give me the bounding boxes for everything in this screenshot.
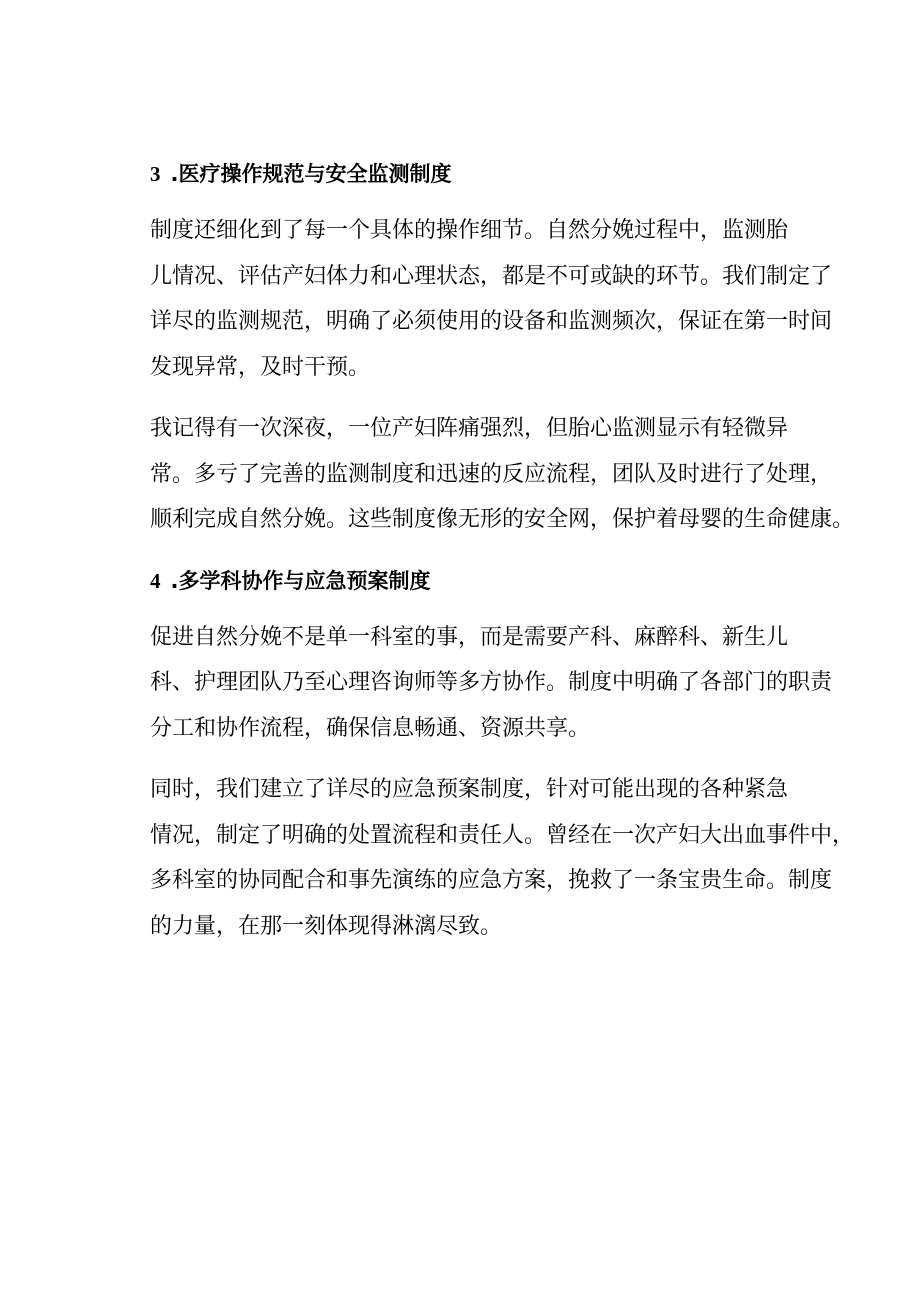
- paragraph-line: 多科室的协同配合和事先演练的应急方案，挽救了一条宝贵生命。制度: [150, 868, 833, 893]
- paragraph-line: 制度还细化到了每一个具体的操作细节。自然分娩过程中，监测胎: [150, 218, 789, 243]
- paragraph-line: 详尽的监测规范，明确了必须使用的设备和监测频次，保证在第一时间: [150, 309, 833, 334]
- paragraph-line: 同时，我们建立了详尽的应急预案制度，针对可能出现的各种紧急: [150, 777, 789, 802]
- paragraph-line: 儿情况、评估产妇体力和心理状态，都是不可或缺的环节。我们制定了: [150, 263, 833, 289]
- paragraph: [150, 767, 855, 949]
- paragraph-line: 的力量，在那一刻体现得淋漓尽致。: [150, 913, 503, 939]
- section-heading-4: [150, 559, 822, 603]
- section-title: .多学科协作与应急预案制度: [170, 568, 431, 593]
- document-body: [150, 152, 855, 965]
- section-title: .医疗操作规范与安全监测制度: [170, 162, 452, 186]
- section-number: 4: [150, 568, 161, 593]
- paragraph: [150, 615, 833, 752]
- section-number: 3: [150, 162, 161, 186]
- paragraph-line: 常。多亏了完善的监测制度和迅速的反应流程，团队及时进行了处理，: [150, 461, 833, 487]
- paragraph-line: 顺利完成自然分娩。这些制度像无形的安全网，保护着母婴的生命健康。: [150, 507, 855, 532]
- paragraph: [150, 406, 855, 543]
- paragraph-line: 发现异常，及时干预。: [150, 354, 371, 380]
- paragraph: [150, 208, 833, 390]
- paragraph-line: 科、护理团队乃至心理咨询师等多方协作。制度中明确了各部门的职责: [150, 670, 833, 695]
- paragraph-line: 情况，制定了明确的处置流程和责任人。曾经在一次产妇大出血事件中，: [150, 822, 855, 848]
- section-heading-3: [150, 152, 822, 196]
- paragraph-line: 促进自然分娩不是单一科室的事，而是需要产科、麻醉科、新生儿: [150, 624, 789, 650]
- paragraph-line: 分工和协作流程，确保信息畅通、资源共享。: [150, 715, 591, 741]
- paragraph-line: 我记得有一次深夜，一位产妇阵痛强烈，但胎心监测显示有轻微异: [150, 416, 789, 441]
